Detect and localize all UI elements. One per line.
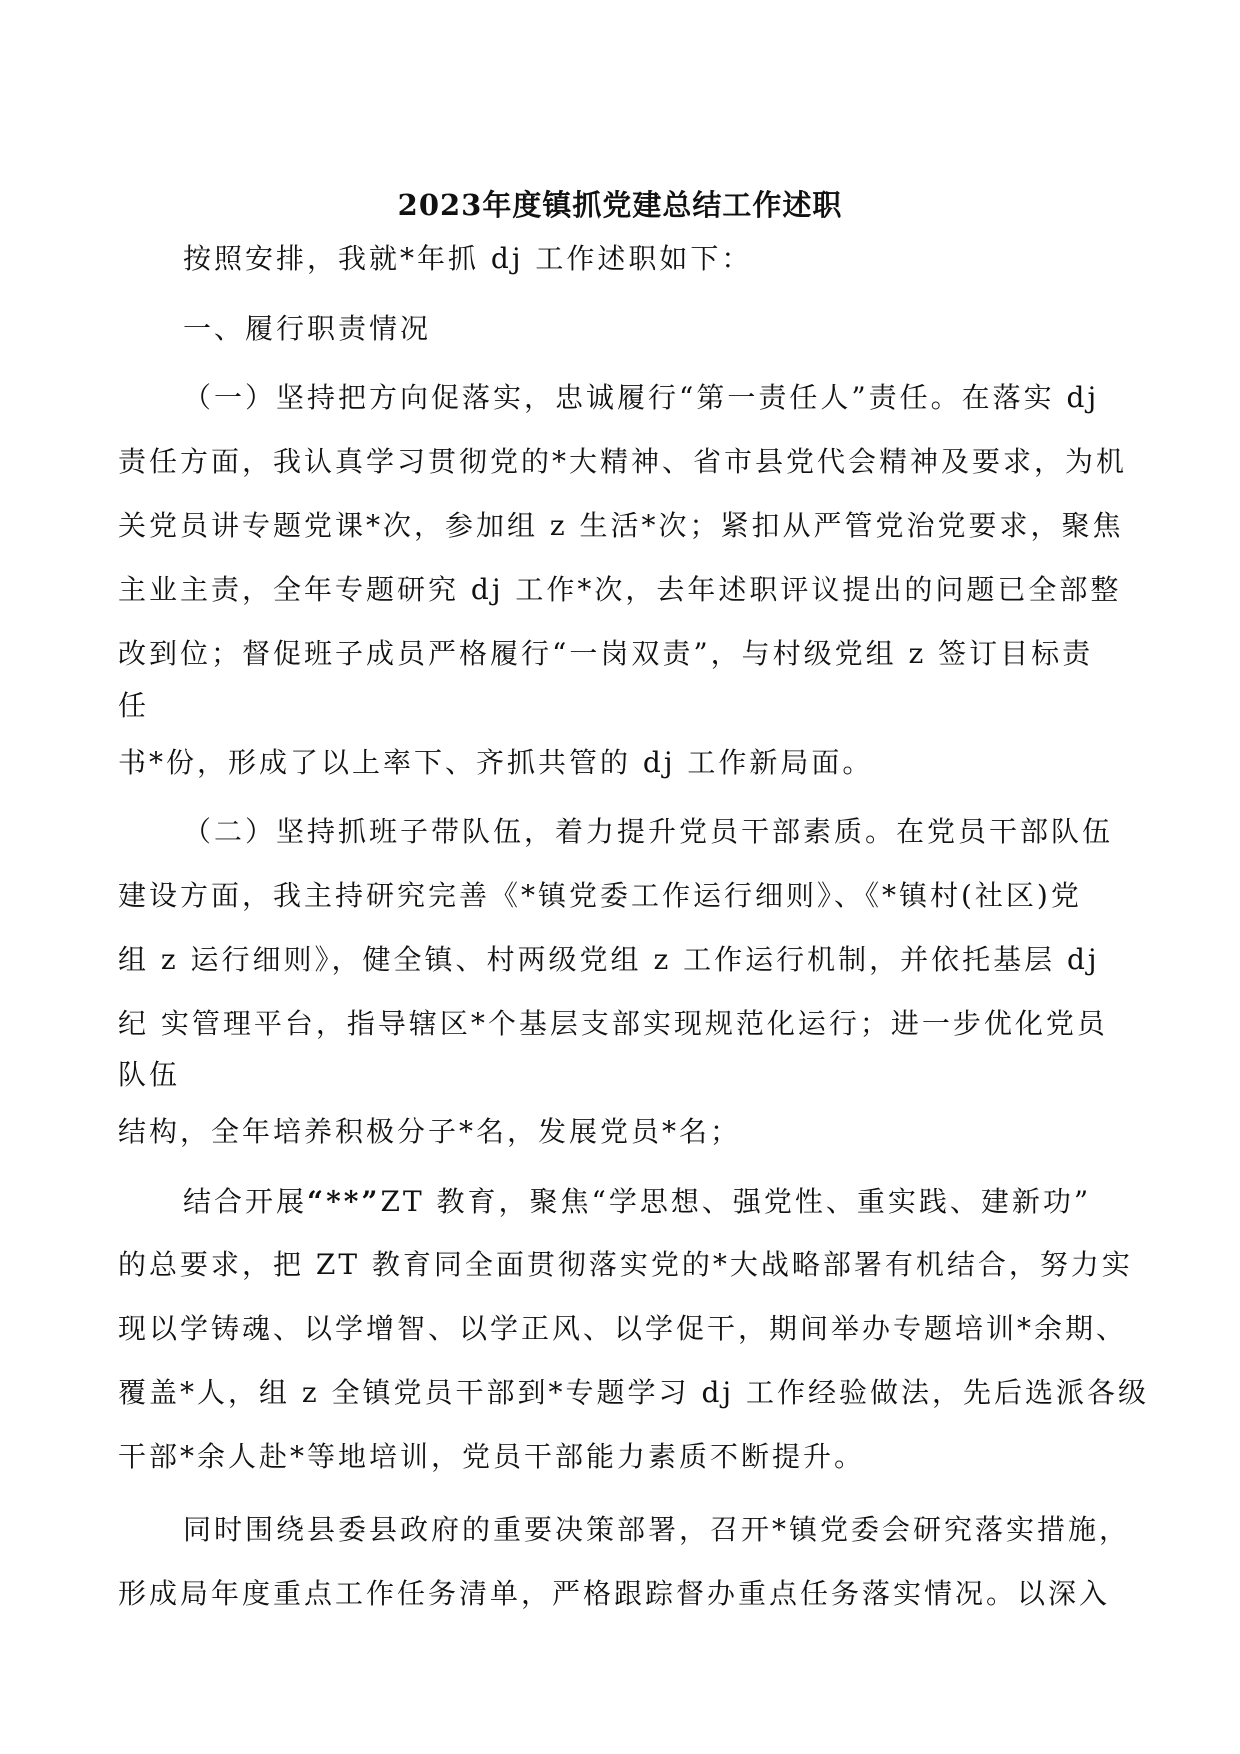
text-line: 任 (118, 689, 150, 722)
text-segment: ZT 教育，聚焦“学思想、强党性、重实践、建新功” (380, 1185, 1092, 1218)
text-line: 关党员讲专题党课*次，参加组 z 生活*次；紧扣从严管党治党要求，聚焦 (118, 509, 1124, 542)
text-line: 组 z 运行细则》，健全镇、村两级党组 z 工作运行机制，并依托基层 dj (118, 943, 1100, 976)
text-line: 责任方面，我认真学习贯彻党的*大精神、省市县党代会精神及要求，为机 (118, 445, 1128, 478)
text-line: （一）坚持把方向促落实，忠诚履行“第一责任人”责任。在落实 dj (183, 381, 1100, 414)
text-line-mixed (183, 1180, 1091, 1220)
text-line: 覆盖*人，组 z 全镇党员干部到*专题学习 dj 工作经验做法，先后选派各级 (118, 1376, 1149, 1409)
text-line: 干部*余人赴*等地培训，党员干部能力素质不断提升。 (118, 1440, 866, 1473)
text-line: 纪 实管理平台，指导辖区*个基层支部实现规范化运行；进一步优化党员 (118, 1007, 1108, 1040)
bold-quote-segment: “**” (307, 1185, 381, 1218)
text-line: 主业主责，全年专题研究 dj 工作*次，去年述职评议提出的问题已全部整 (118, 573, 1122, 606)
text-line: 现以学铸魂、以学增智、以学正风、以学促干，期间举办专题培训*余期、 (118, 1312, 1128, 1345)
text-line: 按照安排，我就*年抓 dj 工作述职如下： (183, 242, 753, 275)
text-line: 队伍 (118, 1058, 181, 1091)
text-line: 结构，全年培养积极分子*名，发展党员*名； (118, 1115, 742, 1148)
text-line: 改到位；督促班子成员严格履行“一岗双责”，与村级党组 z 签订目标责 (118, 637, 1094, 670)
text-line: 书*份，形成了以上率下、齐抓共管的 dj 工作新局面。 (118, 746, 874, 779)
text-line: 建设方面，我主持研究完善《*镇党委工作运行细则》、《*镇村(社区)党 (118, 879, 1082, 912)
section-heading: 一、履行职责情况 (183, 312, 432, 345)
text-segment: 结合开展 (183, 1185, 308, 1218)
text-line: 同时围绕县委县政府的重要决策部署，召开*镇党委会研究落实措施， (183, 1513, 1131, 1546)
text-line: 的总要求，把 ZT 教育同全面贯彻落实党的*大战略部署有机结合，努力实 (118, 1248, 1133, 1281)
text-line: （二）坚持抓班子带队伍，着力提升党员干部素质。在党员干部队伍 (183, 815, 1114, 848)
document-title: 2023年度镇抓党建总结工作述职 (397, 188, 843, 222)
text-line: 形成局年度重点工作任务清单，严格跟踪督办重点任务落实情况。以深入 (118, 1577, 1111, 1610)
